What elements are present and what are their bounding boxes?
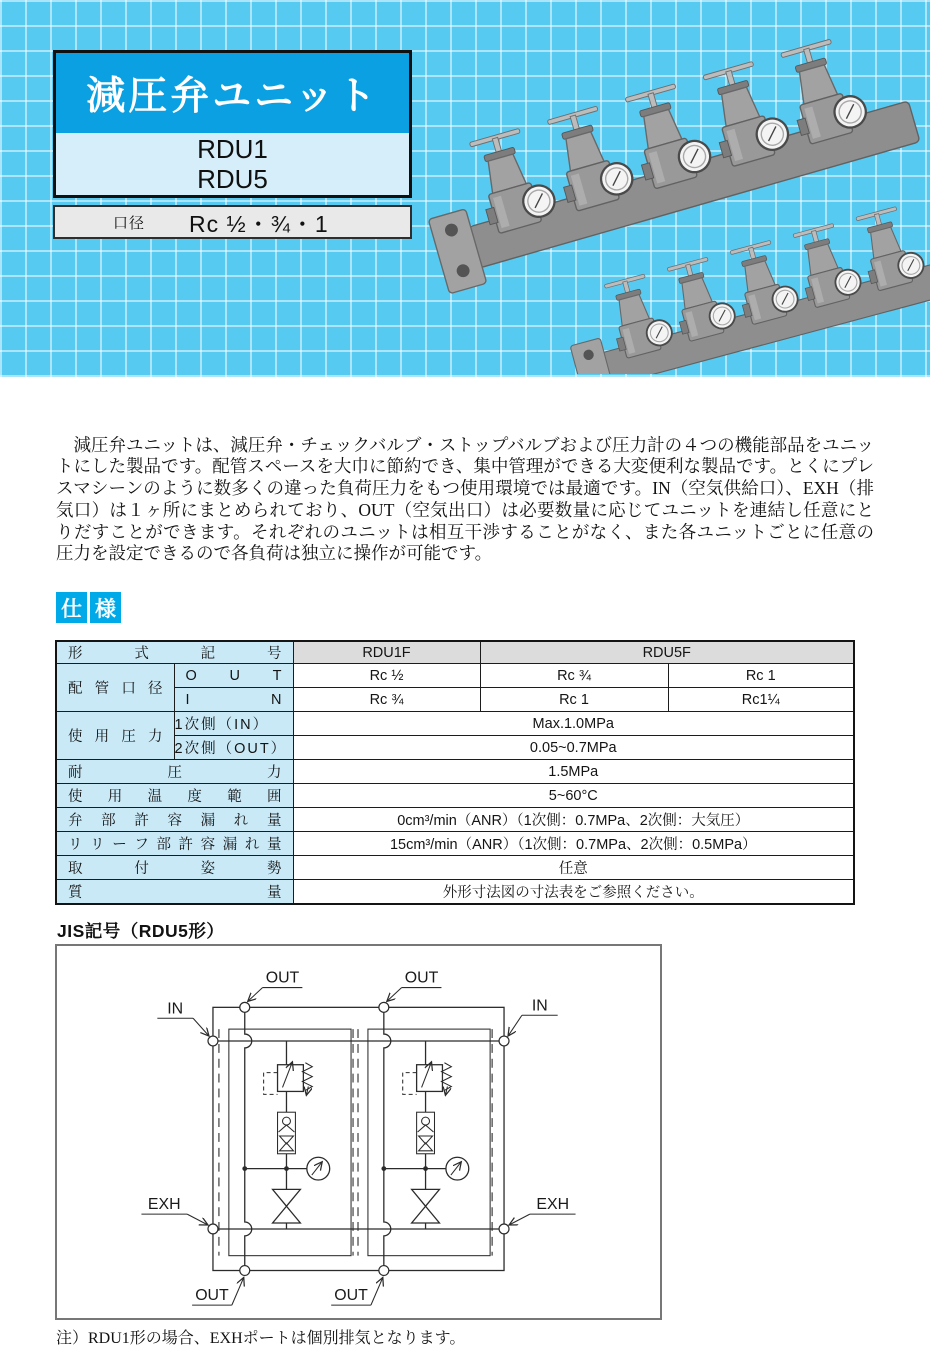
row-label: 質 量 (68, 885, 282, 901)
table-row (56, 641, 854, 664)
row-label: リ リ ー フ 部 許 容 漏 れ 量 (68, 837, 282, 853)
cell-value: 5~60°C (293, 784, 854, 808)
cell-value: Rc ¾ (480, 664, 668, 688)
table-row (56, 856, 854, 880)
port-label-out: OUT (334, 1287, 368, 1305)
cell-value: 15cm³/min（ANR）（1次側：0.7MPa、2次側：0.5MPa） (293, 832, 854, 856)
cell-value: Rc 1 (668, 664, 854, 688)
port-label-out: OUT (404, 969, 439, 987)
cell-value: 0.05~0.7MPa (293, 736, 854, 760)
table-row (56, 688, 854, 712)
model-name: RDU5 (197, 164, 268, 194)
valve-manifold-back (420, 23, 925, 294)
port-label-out: OUT (265, 969, 300, 987)
spec-badge-char: 仕 (56, 592, 87, 623)
cell-value: 任意 (293, 856, 854, 880)
model-list (56, 133, 409, 195)
cell-value: Max.1.0MPa (293, 712, 854, 736)
port-label-in: IN (167, 1000, 184, 1018)
row-label: 使 用 圧 力 (68, 729, 163, 745)
footnote: 注）RDU1形の場合、EXHポートは個別排気となります。 (56, 1330, 466, 1347)
row-label: 使 用 温 度 範 囲 (68, 789, 282, 805)
cell-value: 1.5MPa (293, 760, 854, 784)
sub-label-out: O U T (185, 667, 282, 684)
page-title: 減圧弁ユニット (56, 53, 409, 133)
spec-section-heading (56, 592, 121, 623)
product-description: 減圧弁ユニットは、減圧弁・チェックバルブ・ストップバルブおよび圧力計の４つの機能部品をユニットにした製品です。配管スペースを大巾に節約でき、集中管理ができる大変便利な製品です。とくにプレスマシーンのように数多くの違った負荷圧力をもつ使用環境では最適です。IN（空気供給口）、EXH（排気口）は１ヶ所にまとめられており、OUT（空気出口）は必要数量に応じてユニットを連結し任意にとりだすことができます。それぞれのユニットは相互干渉することがなく、また各ユニットごとに任意の圧力を設定できるので各負荷は独立に操作が可能です。 (56, 434, 874, 564)
port-label-out: OUT (195, 1287, 229, 1305)
cell-value: Rc ½ (293, 664, 480, 688)
cell-value: Rc1¼ (668, 688, 854, 712)
table-row (56, 664, 854, 688)
row-label: 形 式 記 号 (68, 646, 282, 662)
jis-symbol-diagram (55, 944, 662, 1320)
table-row (56, 832, 854, 856)
row-label: 取 付 姿 勢 (68, 861, 282, 877)
table-row (56, 712, 854, 736)
row-label: 弁 部 許 容 漏 れ 量 (68, 813, 282, 829)
table-row (56, 880, 854, 905)
model-header-rdu1f: RDU1F (293, 641, 480, 664)
sub-label-in: I N (185, 691, 282, 708)
sub-label-secondary: 2次側（OUT） (174, 736, 293, 760)
sub-label-primary: 1次側（IN） (174, 712, 293, 736)
row-label: 耐 圧 力 (68, 765, 282, 781)
port-label-exh: EXH (536, 1196, 570, 1214)
table-row (56, 736, 854, 760)
bore-value: Rc ½・¾・1 (189, 210, 329, 237)
cell-value: Rc ¾ (293, 688, 480, 712)
bore-label: 口径 (113, 214, 146, 232)
port-label-exh: EXH (147, 1196, 181, 1214)
spec-badge-char: 様 (90, 592, 121, 623)
bore-size-bar (53, 205, 412, 239)
table-row (56, 784, 854, 808)
table-row (56, 760, 854, 784)
table-row (56, 808, 854, 832)
title-card (53, 50, 412, 198)
banner (0, 0, 930, 377)
row-label: 配 管 口 径 (68, 681, 163, 697)
spec-table (55, 640, 855, 905)
cell-value: Rc 1 (480, 688, 668, 712)
jis-heading: JIS記号（RDU5形） (57, 921, 225, 941)
cell-value: 外形寸法図の寸法表をご参照ください。 (293, 880, 854, 905)
cell-value: 0cm³/min（ANR）（1次側：0.7MPa、2次側：大気圧） (293, 808, 854, 832)
model-header-rdu5f: RDU5F (480, 641, 854, 664)
product-photo (420, 8, 930, 374)
model-name: RDU1 (197, 134, 268, 164)
pneumatic-schematic (57, 946, 660, 1318)
port-label-in: IN (531, 997, 548, 1015)
